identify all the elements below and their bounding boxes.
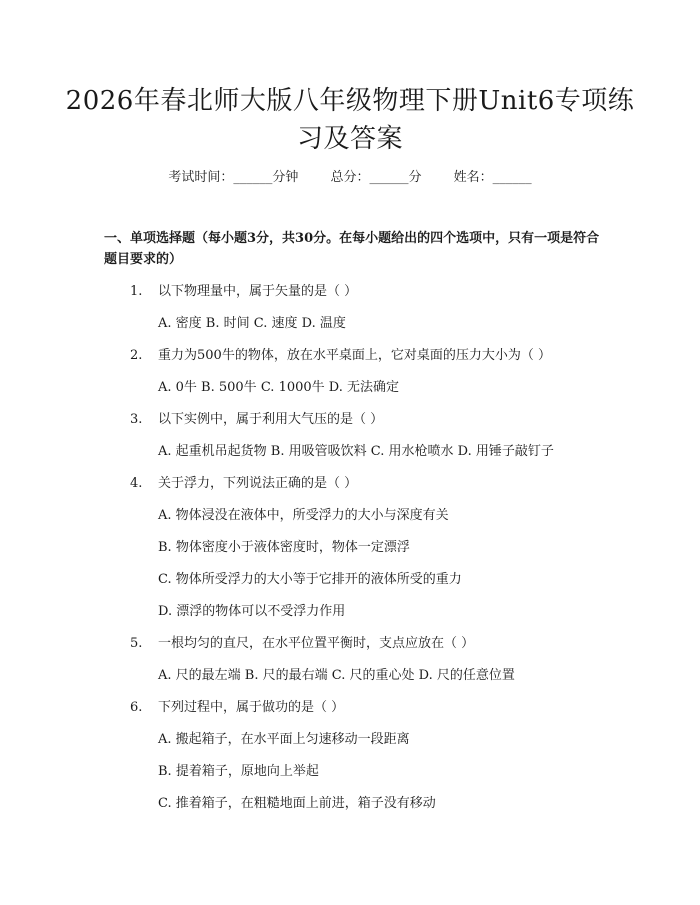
question-text: 以下实例中，属于利用大气压的是（ ） [158, 412, 384, 427]
total-score-field: 总分：______分 [330, 170, 422, 185]
question-text: 重力为500牛的物体，放在水平桌面上，它对桌面的压力大小为（ ） [158, 348, 551, 363]
question-4 [130, 474, 600, 494]
question-number: 3. [130, 412, 143, 427]
question-4-option-d: D. 漂浮的物体可以不受浮力作用 [158, 604, 346, 619]
question-2-options: A. 0牛 B. 500牛 C. 1000牛 D. 无法确定 [158, 380, 400, 395]
page-title: 2026年春北师大版八年级物理下册Unit6专项练习及答案 [65, 86, 635, 154]
question-number: 2. [130, 348, 143, 363]
question-number: 4. [130, 476, 143, 491]
question-6-option-a: A. 搬起箱子，在水平面上匀速移动一段距离 [158, 732, 410, 747]
question-4-option-c: C. 物体所受浮力的大小等于它排开的液体所受的重力 [158, 572, 462, 587]
student-name-field: 姓名：______ [453, 170, 532, 185]
question-6-option-b: B. 提着箱子，原地向上举起 [158, 764, 319, 779]
question-number: 1. [130, 284, 143, 299]
question-4-option-a: A. 物体浸没在液体中，所受浮力的大小与深度有关 [158, 508, 449, 523]
question-6-option-c: C. 推着箱子，在粗糙地面上前进，箱子没有移动 [158, 796, 436, 811]
question-5-options: A. 尺的最左端 B. 尺的最右端 C. 尺的重心处 D. 尺的任意位置 [158, 668, 515, 683]
question-5 [130, 634, 600, 654]
question-3 [130, 410, 600, 430]
question-text: 一根均匀的直尺，在水平位置平衡时，支点应放在（ ） [158, 636, 475, 651]
exam-time-field: 考试时间：______分钟 [168, 170, 299, 185]
exam-meta [0, 168, 700, 188]
question-2 [130, 346, 600, 366]
section-heading-single-choice: 一、单项选择题（每小题3分，共30分。在每小题给出的四个选项中，只有一项是符合题目要求的） [104, 231, 600, 267]
question-1-options: A. 密度 B. 时间 C. 速度 D. 温度 [158, 316, 346, 331]
question-1 [130, 282, 600, 302]
question-text: 下列过程中，属于做功的是（ ） [158, 700, 345, 715]
question-number: 6. [130, 700, 143, 715]
question-4-option-b: B. 物体密度小于液体密度时，物体一定漂浮 [158, 540, 410, 555]
question-number: 5. [130, 636, 143, 651]
question-text: 关于浮力，下列说法正确的是（ ） [158, 476, 358, 491]
question-text: 以下物理量中，属于矢量的是（ ） [158, 284, 358, 299]
question-6 [130, 698, 600, 718]
question-3-options: A. 起重机吊起货物 B. 用吸管吸饮料 C. 用水枪喷水 D. 用锤子敲钉子 [158, 444, 554, 459]
